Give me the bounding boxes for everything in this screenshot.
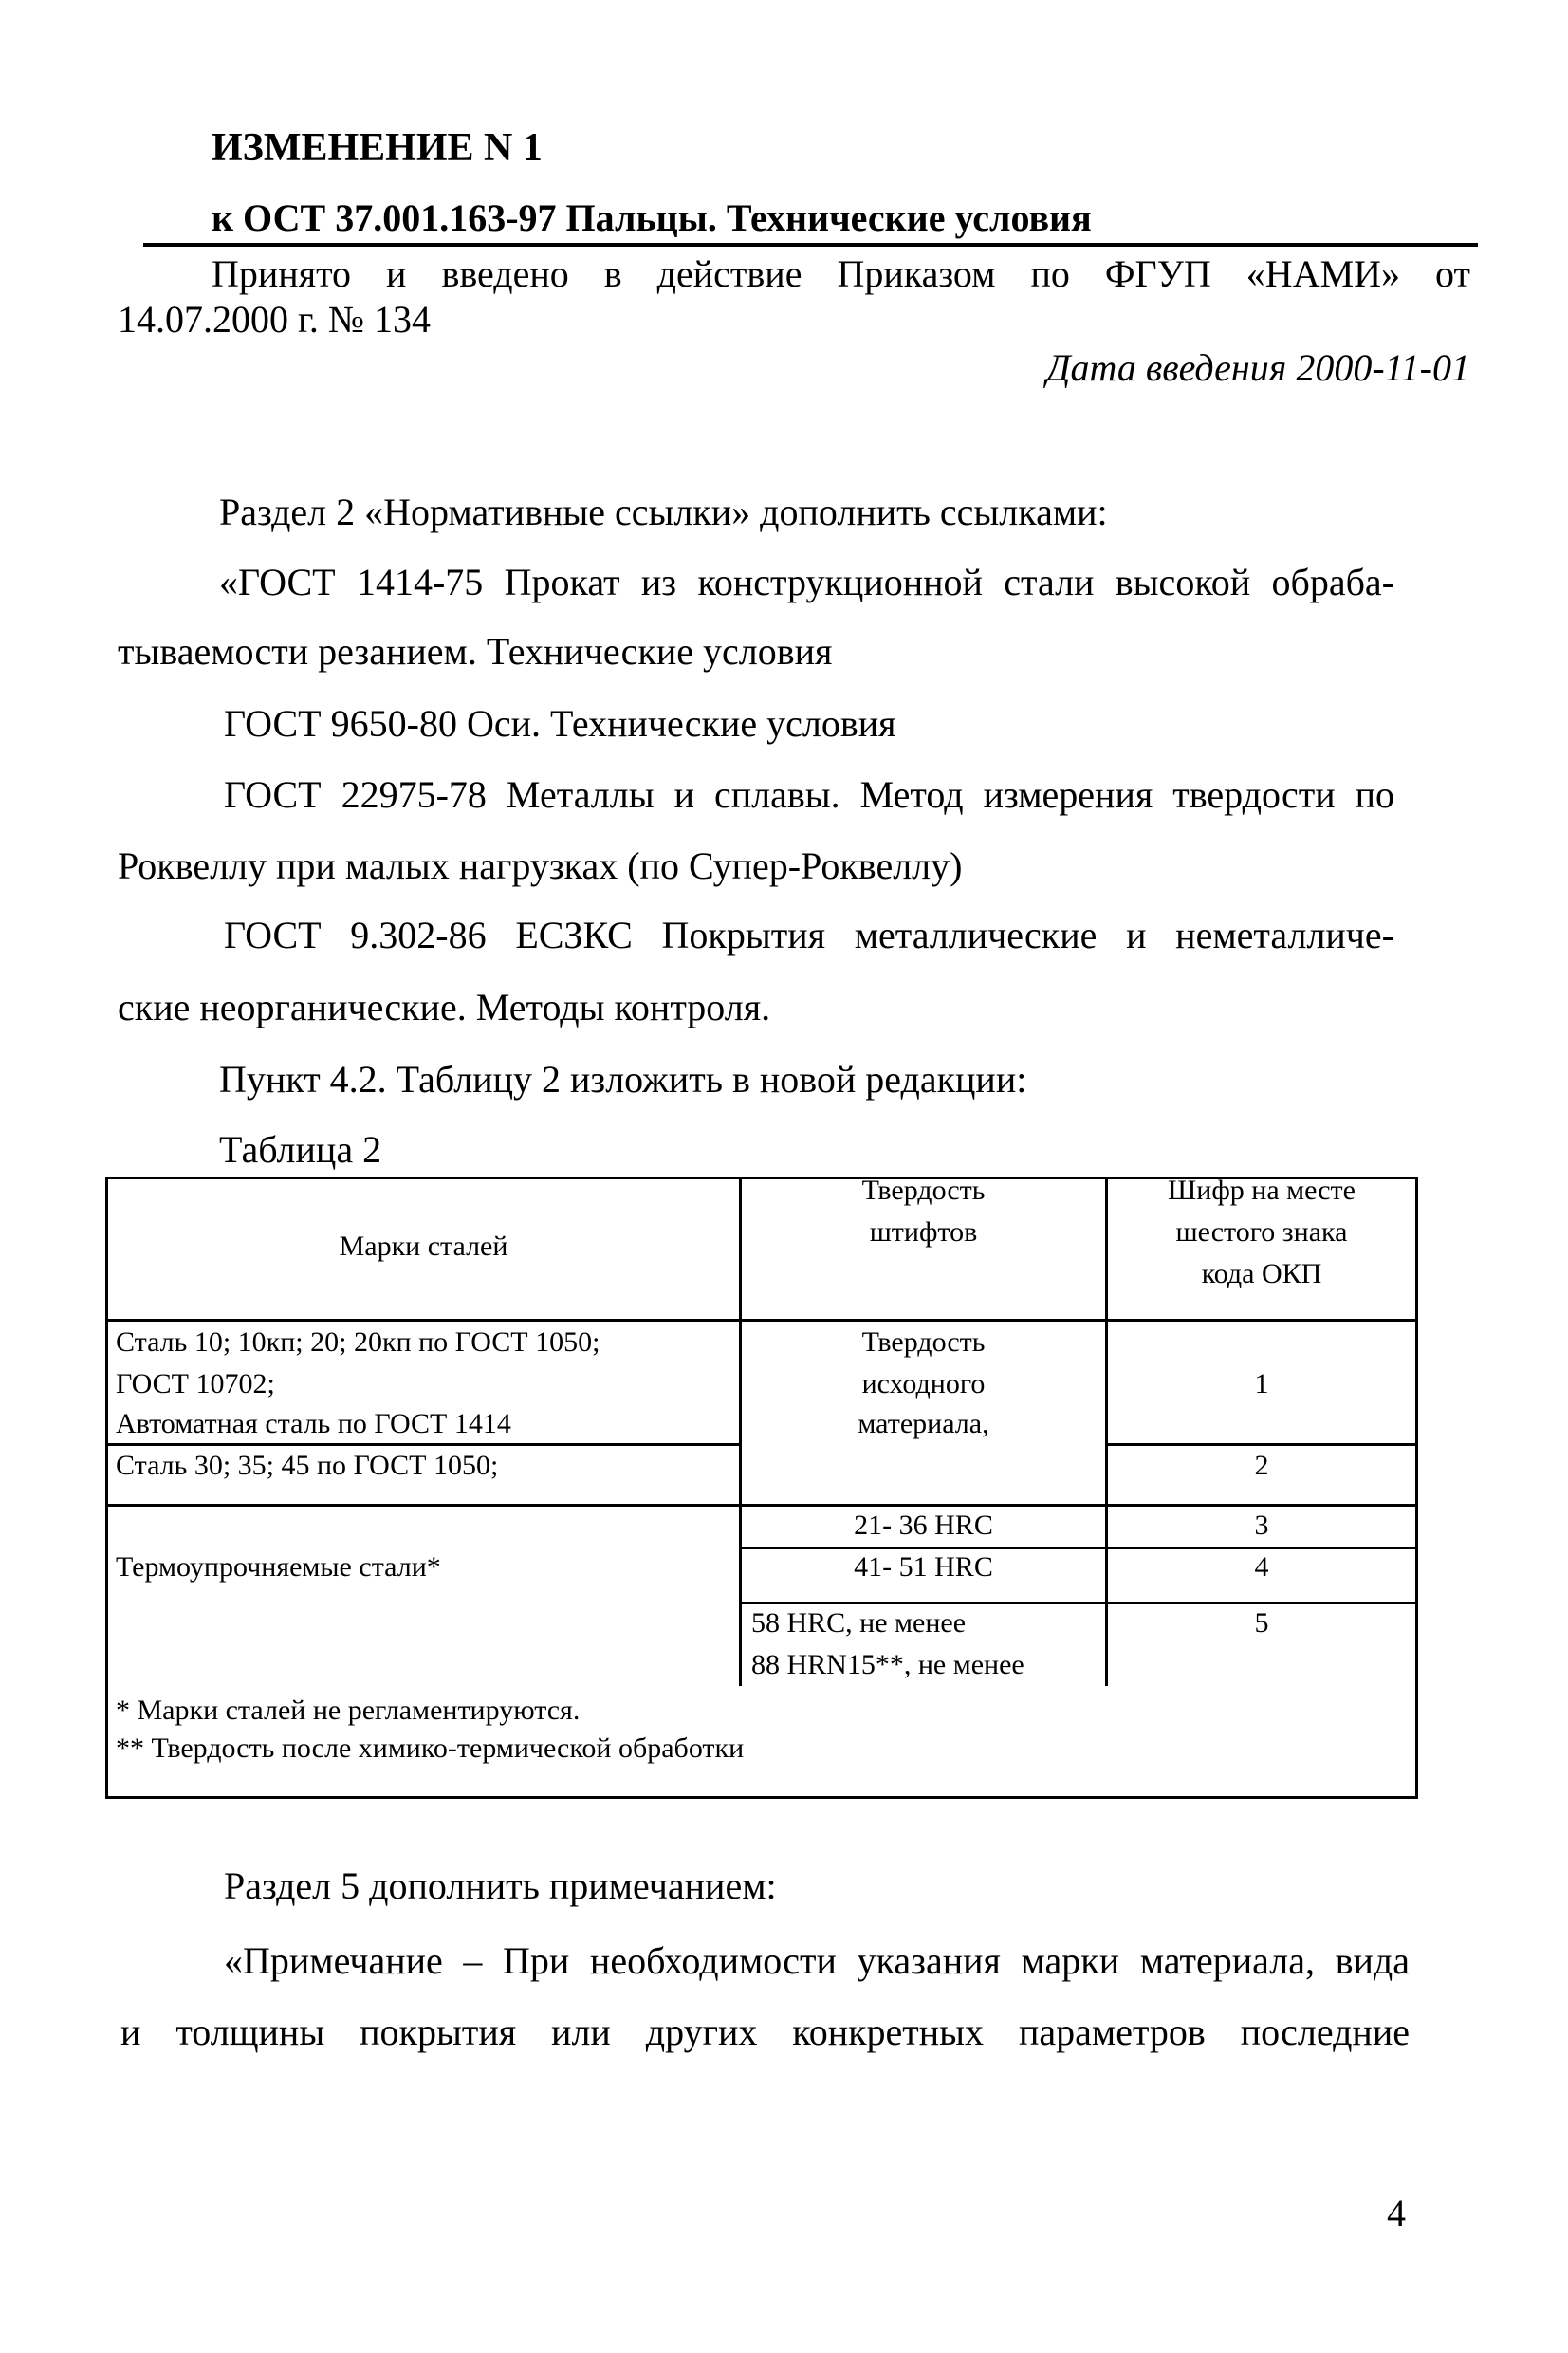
paragraph-item42: Пункт 4.2. Таблицу 2 изложить в новой редакции: [219, 1058, 1027, 1101]
cell-r12-hardness-line2: исходного [861, 1368, 986, 1399]
cell-r1-steel-line3: Автоматная сталь по ГОСТ 1414 [116, 1408, 511, 1439]
cell-r12-hardness-line1: Твердость [861, 1326, 986, 1358]
paragraph-gost1414-b: тываемости резанием. Технические условия [118, 630, 833, 673]
page-number: 4 [1387, 2192, 1406, 2234]
paragraph-note-a: «Примечание – При необходимости указания марки материала, вида [224, 1939, 1410, 1982]
introduction-date: Дата введения 2000-11-01 [1046, 346, 1470, 389]
paragraph-gost9302-a: ГОСТ 9.302-86 ЕСЗКС Покрытия металлические и неметалличе- [224, 914, 1394, 956]
paragraph-section5: Раздел 5 дополнить примечанием: [224, 1864, 777, 1907]
header-code-line1: Шифр на месте [1168, 1175, 1356, 1206]
cell-r5-code: 5 [1254, 1607, 1269, 1639]
cell-r5-hardness-line2: 88 HRN15**, не менее [751, 1649, 1024, 1680]
cell-r1-steel-line1: Сталь 10; 10кп; 20; 20кп по ГОСТ 1050; [116, 1326, 600, 1358]
cell-r4-hardness: 41- 51 HRC [854, 1551, 993, 1583]
table-border-bottom [105, 1796, 1418, 1799]
cell-r12-hardness-line3: материала, [858, 1408, 989, 1439]
cell-r1-code: 1 [1254, 1368, 1269, 1399]
cell-r345-steel: Термоупрочняемые стали* [116, 1551, 441, 1583]
cell-r3-hardness: 21- 36 HRC [854, 1510, 993, 1541]
paragraph-section2: Раздел 2 «Нормативные ссылки» дополнить ссылками: [219, 491, 1108, 533]
paragraph-gost22975-a: ГОСТ 22975-78 Металлы и сплавы. Метод измерения твердости по [224, 773, 1394, 816]
cell-r1-steel-line2: ГОСТ 10702; [116, 1368, 275, 1399]
document-title: ИЗМЕНЕНИЕ N 1 [212, 126, 543, 170]
header-steel-grades: Марки сталей [339, 1231, 508, 1262]
header-code-line3: кода ОКП [1201, 1258, 1322, 1289]
cell-r4-code: 4 [1254, 1551, 1269, 1583]
header-hardness-line2: штифтов [869, 1216, 978, 1248]
table-border-left [105, 1176, 108, 1799]
table-caption: Таблица 2 [219, 1128, 382, 1171]
paragraph-gost1414-a: «ГОСТ 1414-75 Прокат из конструкционной стали высокой обраба- [219, 561, 1394, 603]
document-subtitle: к ОСТ 37.001.163-97 Пальцы. Технические условия [212, 196, 1092, 239]
table-footnote-2: ** Твердость после химико-термической обработки [116, 1732, 745, 1764]
header-hardness-line1: Твердость [861, 1175, 986, 1206]
cell-r3-code: 3 [1254, 1510, 1269, 1541]
header-code-line2: шестого знака [1175, 1216, 1348, 1248]
table-footnote-1: * Марки сталей не регламентируются. [116, 1695, 581, 1726]
adopted-line-1: Принято и введено в действие Приказом по ФГУП «НАМИ» от [212, 252, 1470, 295]
adopted-line-2: 14.07.2000 г. № 134 [118, 298, 432, 341]
cell-r2-steel: Сталь 30; 35; 45 по ГОСТ 1050; [116, 1450, 499, 1481]
cell-r2-code: 2 [1254, 1450, 1269, 1481]
paragraph-gost9302-b: ские неорганические. Методы контроля. [118, 986, 771, 1028]
table-border-right [1415, 1176, 1418, 1799]
paragraph-note-b: и толщины покрытия или других конкретных параметров последние [120, 2010, 1410, 2053]
paragraph-gost9650: ГОСТ 9650-80 Оси. Технические условия [224, 702, 896, 745]
header-divider [143, 243, 1478, 247]
cell-r5-hardness-line1: 58 HRC, не менее [751, 1607, 967, 1639]
paragraph-gost22975-b: Роквеллу при малых нагрузках (по Супер-Роквеллу) [118, 844, 963, 887]
